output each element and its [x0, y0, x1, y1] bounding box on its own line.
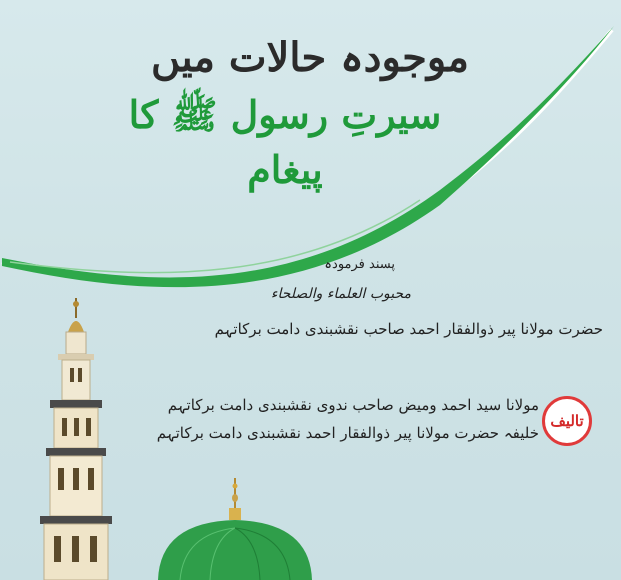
honorific-text: محبوب العلماء والصلحاء	[270, 286, 411, 302]
compiler-badge-label: تالیف	[550, 412, 584, 430]
green-dome-illustration	[150, 478, 320, 580]
commended-by-label: پسند فرمودہ	[324, 257, 395, 272]
title-line-2: سیرتِ رسول ﷺ کا پیغام	[128, 92, 442, 192]
compiler-affiliation: خلیفہ حضرت مولانا پیر ذوالفقار احمد نقشبندی دامت برکاتہم	[156, 424, 539, 442]
minaret-illustration	[18, 298, 138, 580]
title-line-1: موجودہ حالات میں	[151, 34, 469, 81]
patron-name: حضرت مولانا پیر ذوالفقار احمد صاحب نقشبندی دامت برکاتہم	[214, 320, 603, 338]
compiler-badge	[542, 396, 592, 446]
compiler-name: مولانا سید احمد ومیض صاحب ندوی نقشبندی دامت برکاتہم	[167, 396, 539, 414]
